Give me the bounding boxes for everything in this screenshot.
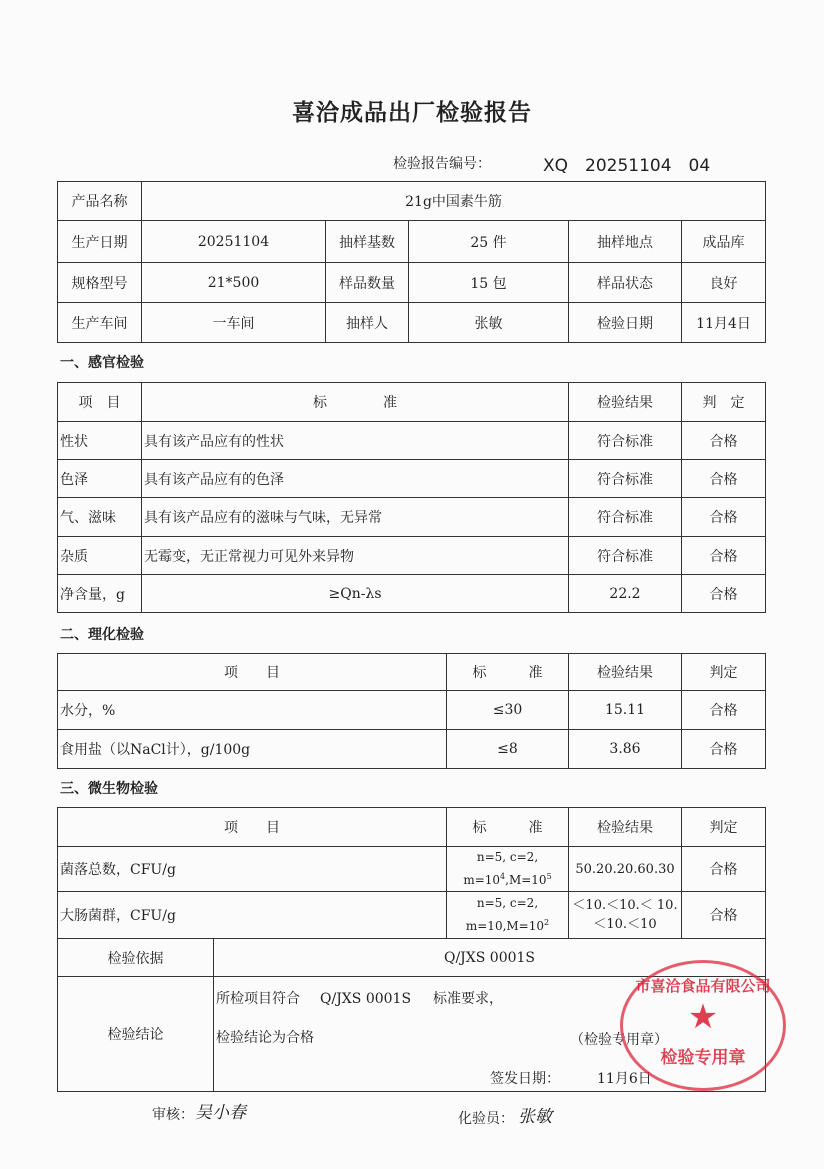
tester-label: 化验员：: [458, 1111, 514, 1127]
header: 项 目: [58, 383, 142, 422]
result: 50.20.20.60.30: [569, 847, 682, 892]
result: ＜10.＜10.＜ 10.＜10.＜10: [569, 892, 682, 939]
standard: 具有该产品应有的滋味与气味，无异常: [142, 498, 569, 537]
physchem-table: [57, 653, 766, 769]
label: 检验日期: [569, 303, 682, 343]
label: 生产车间: [58, 303, 142, 343]
header: 判 定: [682, 383, 766, 422]
standard-code: Q/JXS 0001S: [320, 991, 412, 1007]
label: 样品数量: [326, 263, 409, 303]
item: 食用盐（以NaCl计），g/100g: [58, 730, 447, 769]
verdict: 合格: [682, 730, 766, 769]
standard: [447, 892, 569, 939]
table-row: [58, 498, 766, 537]
exponent: 2: [544, 918, 550, 927]
sample-state: 良好: [682, 263, 766, 303]
report-number: XQ 20251104 04: [543, 156, 711, 176]
header: 标 准: [142, 383, 569, 422]
result: 15.11: [569, 691, 682, 730]
label: 样品状态: [569, 263, 682, 303]
label: 生产日期: [58, 221, 142, 263]
result: 3.86: [569, 730, 682, 769]
exponent: 5: [546, 872, 552, 881]
conclusion-line1: [216, 988, 503, 1008]
table-row: [58, 460, 766, 498]
table-row: [58, 422, 766, 460]
header: 判定: [682, 808, 766, 847]
label: 抽样人: [326, 303, 409, 343]
standard: ≤8: [447, 730, 569, 769]
section-heading: 三、微生物检验: [60, 781, 158, 797]
standard: 具有该产品应有的色泽: [142, 460, 569, 498]
standard: ≥Qn-λs: [142, 575, 569, 613]
header: 检验结果: [569, 383, 682, 422]
text: 所检项目符合: [216, 991, 300, 1007]
table-row: [58, 691, 766, 730]
result: 符合标准: [569, 498, 682, 537]
label: 产品名称: [58, 182, 142, 221]
verdict: 合格: [682, 847, 766, 892]
seal-note: （检验专用章）: [570, 1032, 668, 1048]
header: 检验结果: [569, 654, 682, 691]
standard: 具有该产品应有的性状: [142, 422, 569, 460]
conclusion-label: 检验结论: [58, 977, 214, 1092]
product-name: 21g中国素牛筋: [142, 182, 766, 221]
report-title: 喜洽成品出厂检验报告: [292, 100, 532, 126]
stamp-label: 检验专用章: [660, 1048, 746, 1068]
header: 检验结果: [569, 808, 682, 847]
label: 抽样基数: [326, 221, 409, 263]
standard-part: ,M=10: [505, 873, 547, 887]
section-heading: 二、理化检验: [60, 627, 144, 643]
result: 符合标准: [569, 460, 682, 498]
table-row: [58, 537, 766, 575]
company-stamp: [620, 960, 786, 1091]
verdict: 合格: [682, 498, 766, 537]
table-row: [58, 730, 766, 769]
standard-part: m=10: [463, 873, 501, 887]
item: 杂质: [58, 537, 142, 575]
section-heading: 一、感官检验: [60, 355, 144, 371]
stamp-text: 市喜洽食品有限公司: [635, 977, 771, 995]
standard: ≤30: [447, 691, 569, 730]
item: 性状: [58, 422, 142, 460]
item: 净含量，g: [58, 575, 142, 613]
header: 标 准: [447, 654, 569, 691]
verdict: 合格: [682, 460, 766, 498]
item: 色泽: [58, 460, 142, 498]
reviewer-signature: 吴小春: [195, 1103, 246, 1123]
verdict: 合格: [682, 892, 766, 939]
result: 22.2: [569, 575, 682, 613]
header: 标 准: [447, 808, 569, 847]
basis-label: 检验依据: [58, 939, 214, 977]
header: 项 目: [58, 808, 447, 847]
label: 抽样地点: [569, 221, 682, 263]
verdict: 合格: [682, 575, 766, 613]
prod-date: 20251104: [142, 221, 326, 263]
exponent: 4: [500, 872, 506, 881]
sensory-table: [57, 382, 766, 613]
header: 项 目: [58, 654, 447, 691]
sampler: 张敏: [409, 303, 569, 343]
verdict: 合格: [682, 691, 766, 730]
result: 符合标准: [569, 422, 682, 460]
verdict: 合格: [682, 537, 766, 575]
spec: 21*500: [142, 263, 326, 303]
conclusion-line2: 检验结论为合格: [216, 1030, 314, 1046]
workshop: 一车间: [142, 303, 326, 343]
item: 水分，%: [58, 691, 447, 730]
product-info-table: [57, 181, 766, 343]
table-row: [58, 575, 766, 613]
item: 菌落总数，CFU/g: [58, 847, 447, 892]
standard-part: m=10,M=10: [465, 919, 545, 933]
tester-signature: 张敏: [518, 1107, 552, 1127]
table-row: [58, 847, 766, 892]
reviewer-label: 审核：: [152, 1107, 194, 1123]
label: 规格型号: [58, 263, 142, 303]
issue-date: 11月6日: [597, 1071, 652, 1087]
basis-value: Q/JXS 0001S: [214, 939, 766, 977]
standard-line1: n=5, c=2,: [476, 896, 539, 910]
text: 标准要求，: [433, 991, 504, 1007]
sample-qty: 15 包: [409, 263, 569, 303]
standard-line1: n=5, c=2,: [476, 850, 539, 864]
report-number-label: 检验报告编号：: [393, 156, 491, 172]
sample-site: 成品库: [682, 221, 766, 263]
result: 符合标准: [569, 537, 682, 575]
header: 判定: [682, 654, 766, 691]
standard: 无霉变，无正常视力可见外来异物: [142, 537, 569, 575]
item: 气、滋味: [58, 498, 142, 537]
sample-base: 25 件: [409, 221, 569, 263]
table-row: [58, 892, 766, 939]
standard: [447, 847, 569, 892]
test-date: 11月4日: [682, 303, 766, 343]
item: 大肠菌群，CFU/g: [58, 892, 447, 939]
verdict: 合格: [682, 422, 766, 460]
star-icon: ★: [687, 997, 719, 1037]
issue-date-label: 签发日期：: [490, 1071, 560, 1087]
